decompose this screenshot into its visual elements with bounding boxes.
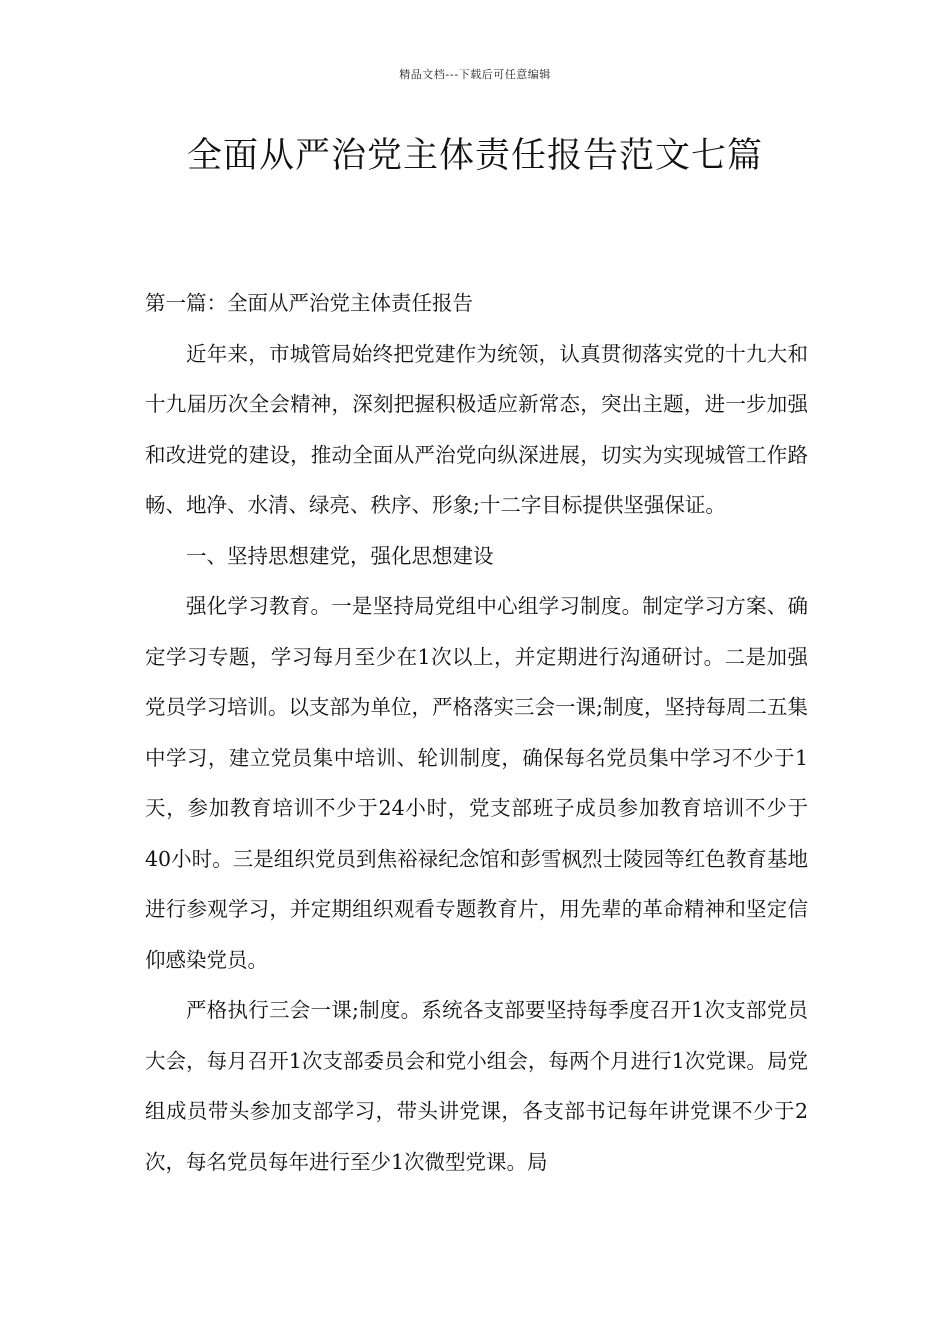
paragraph-intro: 近年来，市城管局始终把党建作为统领，认真贯彻落实党的十九大和十九届历次全会精神，深刻把握积极适应新常态，突出主题，进一步加强和改进党的建设，推动全面从严治党向纵深进展，切实为实现城管工作路畅、地净、水清、绿亮、秩序、形象;十二字目标提供坚强保证。: [145, 341, 808, 517]
paragraph-three-meetings: 严格执行三会一课;制度。系统各支部要坚持每季度召开1次支部党员大会，每月召开1次支部委员会和党小组会，每两个月进行1次党课。局党组成员带头参加支部学习，带头讲党课，各支部书记每年讲党课不少于2次，每名党员每年进行至少1次微型党课。局: [145, 998, 808, 1174]
document-body: [145, 278, 808, 1187]
header-note: 精品文档---下载后可任意编辑: [399, 68, 551, 81]
paragraph-study-education: 强化学习教育。一是坚持局党组中心组学习制度。制定学习方案、确定学习专题，学习每月至少在1次以上，并定期进行沟通研讨。二是加强党员学习培训。以支部为单位，严格落实三会一课;制度，坚持每周二五集中学习，建立党员集中培训、轮训制度，确保每名党员集中学习不少于1天，参加教育培训不少于24小时，党支部班子成员参加教育培训不少于40小时。三是组织党员到焦裕禄纪念馆和彭雪枫烈士陵园等红色教育基地进行参观学习，并定期组织观看专题教育片，用先辈的革命精神和坚定信仰感染党员。: [145, 594, 808, 972]
subheading-one: 一、坚持思想建党，强化思想建设: [186, 543, 494, 568]
section-heading: 第一篇：全面从严治党主体责任报告: [145, 291, 473, 315]
document-title: 全面从严治党主体责任报告范文七篇: [186, 136, 763, 176]
